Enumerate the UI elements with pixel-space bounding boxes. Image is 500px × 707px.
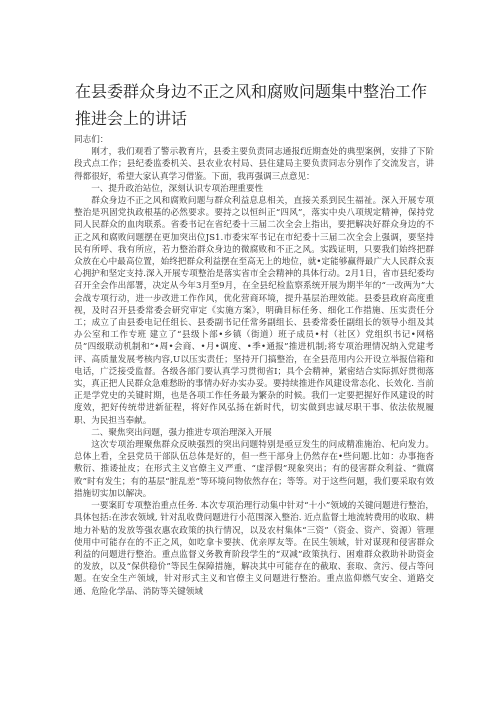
document-body: [74, 134, 434, 598]
paragraph-intro: 刚才，我们观看了警示教育片，县委主要负责同志通报f近期查处的典型案例，安排了下阶段式点工作；县纪委监委机关、县农业农村局、县住建局主要负责同志分别作了交流发言，讲得都很好，希望大家认真学习借鉴。下面，我再强调三点意见：: [74, 147, 434, 182]
section-heading-1: 一、提升政治站位，深刻认识专项治理重要性: [91, 183, 264, 194]
section-heading-2: 二、聚焦突出问题，强力推进专项治理深入开展: [91, 427, 272, 438]
paragraph-section-2: 这次专项治理聚焦群众反映强烈的突出问题特别是亟豆发生的问成精准施治、杞向发力。总体上看，全县党员干部队伍总体是好的，但一些干部身上仍然存在•些问题.比如：办事拖沓敷衍、推诿扯皮；在形式主义官僚主义严重、“虚浮假”现象突出；有的侵害群众利益、“微腐败”时有发生；有的基层“脏乱差”等环境问物依然存在；等等。对于这些问题，我们要采取有效措施切实加以解决。: [74, 440, 434, 499]
paragraph-task-1: 一要案盯专项整治重点任务. 本次专项治理行动集中针对“十小”领域的关键问题进行整治，具体包括:在涉农领域, 针对乱收费问题进行小范围深入整治. 近点监督土地流转费用的收取、耕地力补贴的发放等强农惠农政策的执行情况，以及农村集体“三资”（资金、资产、资源）管理使用中可能存在的不正之风，如吃拿卡要挟、优亲厚友等。在民生领域，针对谋现和侵害群众利益的问题进行整治。重点监督义务教育阶段学生的“双减”政策执行、困难群众救助补助资金的发放，以及“保供稳价”等民生保障措施，解决其中可能存在的截取、套取、贪污、侵占等问题。在安全生产领域，针对形式主义和官僚主义问题进行整治。重点监仰燃气安全、道路交通、危险化学品、消防等关键领域: [74, 501, 434, 597]
salutation: 同志们：: [74, 135, 109, 145]
document-title: 在县委群众身边不正之风和腐败问题集中整治工作推进会上的讲话: [75, 82, 428, 128]
paragraph-section-1: 群众身边不正之风和腐败问题与群众利益息息相关，直接关系到民生福祉。深入开展专项整治是巩固党执政根基的必然要求。要持之以恒纠正“四风”，落实中央八项规定精神，保持党同人民群众的血肉联系。省委书记在省纪委十三届二次全会上指出，要把解决好群众身边的不正之风和腐败问题摆在更加突出位JS1.市委宋军书记在市纪委十三届二次全会上强调，要坚持民有所呼、我有所应，若力整治群众身边的微腐败和不正之风。实践证明，只要我们始终把群众放在心中最高位置，始终把群众利益摆在至高无上的地位，就•定能够赢得最广大人民群众衷心拥护和坚定支持.深入开展专项整治是落实省市全会精神的具体行动。2月1日，省市县纪委均召开全会作出部署，决定从今年3月至9月，在全县纪检监察系统开展为期半年的“一改两为”大会战专项行动，进一步改进工作作风，优化营商环境，提升基层治理效能。县委县政府高度重视，及时召开县委常委会研究审定《实施方案》，明确目标任务、细化工作措施、压实责任分工；成立了由县委电记任组长、县委副书记任常务副组长、县委常委任副组长的领导小组及其办公室和工作专班 建立了“县级卜部•乡镇（街道）班子成员•村（社区）党组织书记•网格员”四级联动机制和“•周•会商、•月•调度、•季•通报”推进机制;将专项治理情况纳入党建考评、高质量发展考核内容,U以压实责任；坚持开门搞整治，在全县范用内公开设立举报信箱和电话，广泛接受监督。各级各部门要认真学习贯彻省I；具个会精神，紧密结合实际抓好贯彻落实，真正把人民群众急难愁盼的事情办好办实办妥。要持续推进作风建设常态化、长效化. 当前正是学党史的关键时期，也是各项工作任务最为繁杂的时候。我们一定要把握好作风建设的时度效，把好传统带进新征程，将好作风弘扬在新时代，切实做到忠诚尽职干事、依法依规履职、为民担当奉献。: [74, 196, 434, 426]
